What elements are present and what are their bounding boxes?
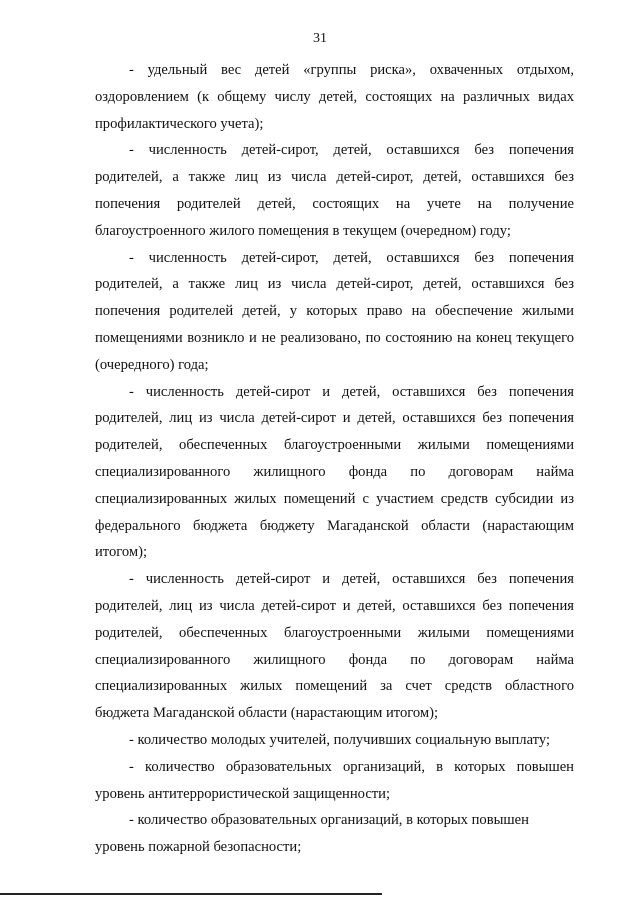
- list-item: - количество молодых учителей, получивших социальную выплату;: [129, 731, 551, 748]
- list-item: - удельный вес детей «группы риска», охваченных отдыхом, оздоровлением (к общему числу детей, состоящих на различных видах профилактического учета);: [95, 62, 574, 132]
- list-item: - численность детей-сирот и детей, оставшихся без попечения родителей, лиц из числа детей-сирот и детей, оставшихся без попечения родителей, обеспеченных благоустроенными жилыми помещениями специализированного жилищного фонда по договорам найма специализированных жилых помещений за счет средств областного бюджета Магаданской области (нарастающим итогом);: [95, 571, 574, 722]
- list-item: - численность детей-сирот и детей, оставшихся без попечения родителей, лиц из числа детей-сирот и детей, оставшихся без попечения родителей, обеспеченных благоустроенными жилыми помещениями специализированного жилищного фонда по договорам найма специализированных жилых помещений с участием средств субсидии из федерального бюджета бюджету Магаданской области (нарастающим итогом);: [95, 383, 574, 561]
- page-number: 31: [313, 31, 327, 46]
- bottom-rule: [0, 893, 382, 895]
- list-item: - количество образовательных организаций, в которых повышен уровень пожарной безопасности;: [95, 812, 529, 856]
- list-item: - численность детей-сирот, детей, оставшихся без попечения родителей, а также лиц из числа детей-сирот, детей, оставшихся без попечения родителей детей, состоящих на учете на получение благоустроенного жилого помещения в текущем (очередном) году;: [95, 142, 574, 239]
- list-item: - численность детей-сирот, детей, оставшихся без попечения родителей, а также лиц из числа детей-сирот, детей, оставшихся без попечения родителей детей, у которых право на обеспечение жилыми помещениями возникло и не реализовано, по состоянию на конец текущего (очередного) года;: [95, 249, 574, 373]
- list-item: - количество образовательных организаций, в которых повышен уровень антитеррористической защищенности;: [95, 758, 574, 802]
- document-body: [95, 57, 574, 861]
